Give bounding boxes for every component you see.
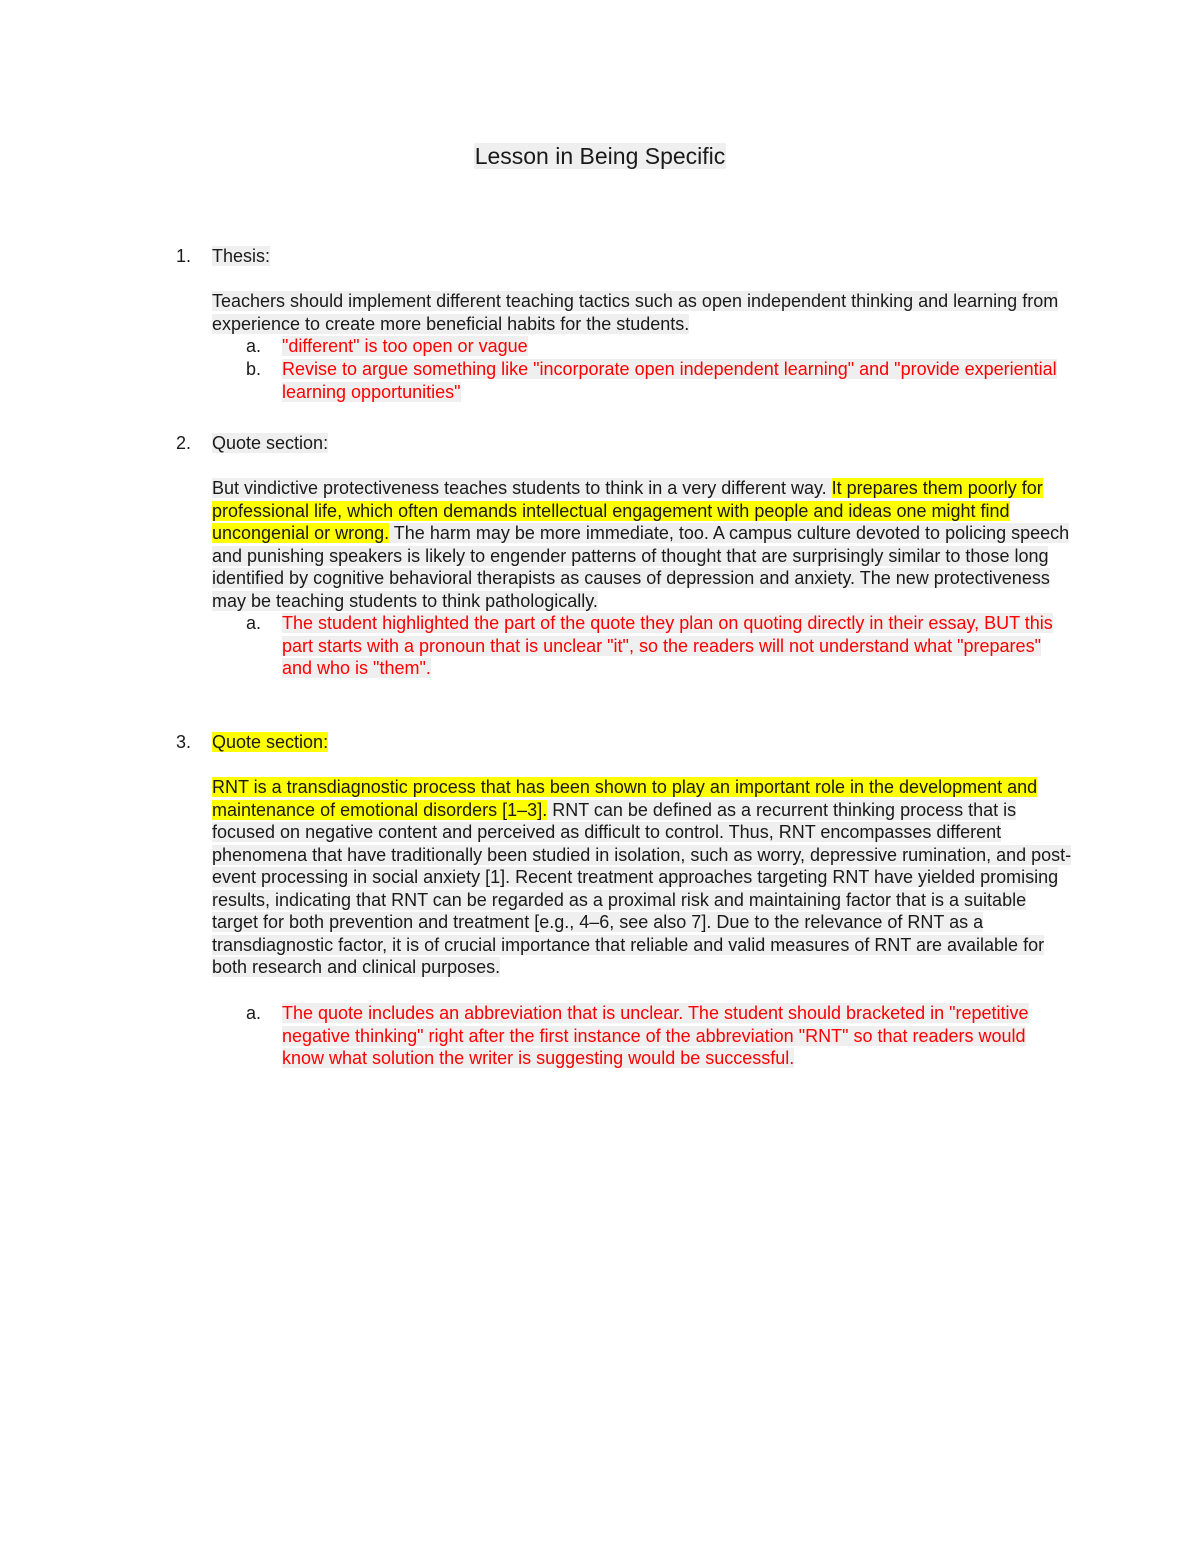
- section-heading: Quote section:: [212, 433, 329, 453]
- quote-paragraph: But vindictive protectiveness teaches students to think in a very different way. It prepares them poorly for professional life, which often demands intellectual engagement with people and ideas one might find uncongenial or wrong. The harm may be more immediate, too. A campus culture devoted to policing speech and punishing speakers is likely to engender patterns of thought that are surprisingly similar to those long identified by cognitive behavioral therapists as causes of depression and anxiety. The new protectiveness may be teaching students to think pathologically.: [212, 478, 1070, 611]
- quote-paragraph: RNT is a transdiagnostic process that has been shown to play an important role in the development and maintenance of emotional disorders [1–3]. RNT can be defined as a recurrent thinking process that is focused on negative content and perceived as difficult to control. Thus, RNT encompasses different phenomena that have traditionally been studied in isolation, such as worry, depressive rumination, and post-event processing in social anxiety [1]. Recent treatment approaches targeting RNT have yielded promising results, indicating that RNT can be regarded as a proximal risk and maintaining factor that is a suitable target for both prevention and treatment [e.g., 4–6, see also 7]. Due to the relevance of RNT as a transdiagnostic factor, it is of crucial importance that reliable and valid measures of RNT are available for both research and clinical purposes.: [212, 777, 1072, 977]
- highlighted-quote: It prepares them poorly for professional life, which often demands intellectual engagement with people and ideas one might find uncongenial or wrong.: [212, 478, 1043, 543]
- note-marker: a.: [246, 336, 262, 356]
- highlighted-quote: RNT is a transdiagnostic process that has been shown to play an important role in the development and maintenance of emotional disorders [1–3].: [212, 777, 1038, 820]
- note-text: "different" is too open or vague: [282, 336, 528, 356]
- note-text: The student highlighted the part of the quote they plan on quoting directly in their essay, BUT this part starts with a pronoun that is unclear "it", so the readers will not understand what "prepares" and who is "them".: [282, 613, 1053, 678]
- section-heading: Thesis:: [212, 246, 271, 266]
- note-marker: a.: [246, 613, 262, 633]
- note-marker: b.: [246, 359, 262, 379]
- note-text: Revise to argue something like "incorporate open independent learning" and "provide experiential learning opportunities": [282, 359, 1057, 402]
- thesis-paragraph: Teachers should implement different teaching tactics such as open independent thinking and learning from experience to create more beneficial habits for the students.: [212, 291, 1059, 334]
- note-marker: a.: [246, 1003, 262, 1023]
- note-text: The quote includes an abbreviation that is unclear. The student should bracketed in "repetitive negative thinking" right after the first instance of the abbreviation "RNT" so that readers would know what solution the writer is suggesting would be successful.: [282, 1003, 1029, 1068]
- list-number: 2.: [176, 433, 192, 453]
- list-number: 3.: [176, 732, 192, 752]
- section-heading: Quote section:: [212, 732, 329, 752]
- document-title: Lesson in Being Specific: [474, 143, 726, 169]
- list-number: 1.: [176, 246, 192, 266]
